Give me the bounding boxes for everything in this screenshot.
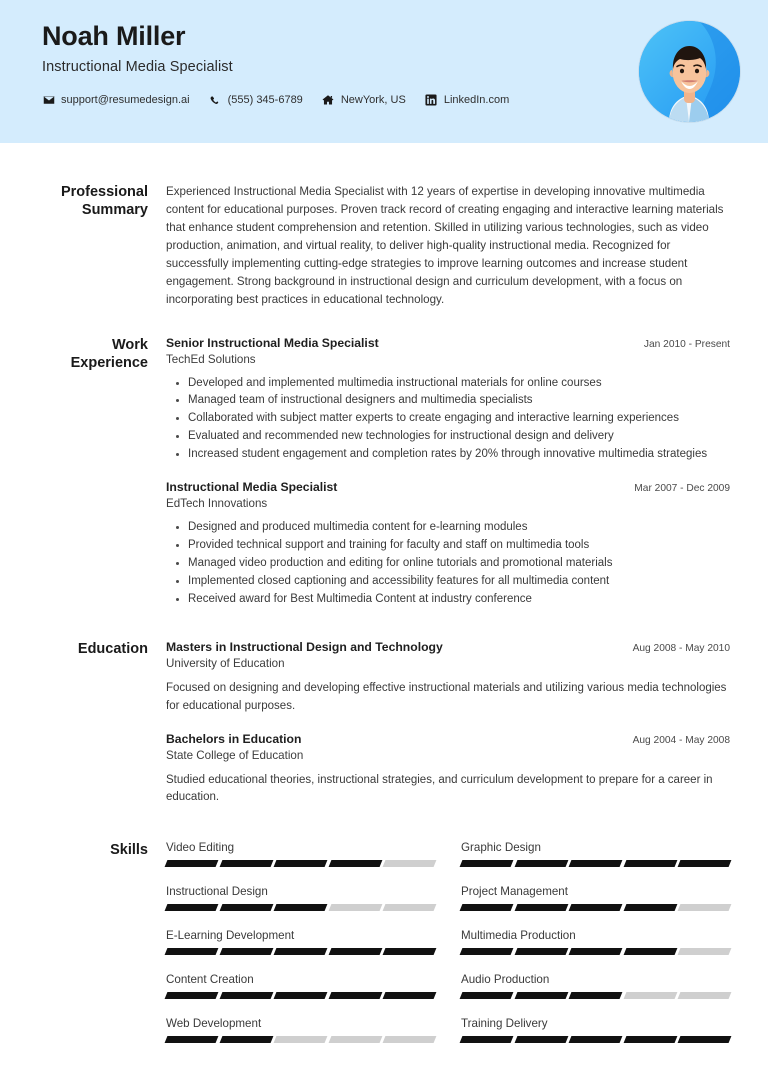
skill-segment-empty <box>678 948 731 955</box>
skill-segment-filled <box>514 860 567 867</box>
skill-segment-filled <box>460 948 513 955</box>
skill-segment-filled <box>328 948 381 955</box>
skill-segment-filled <box>460 1036 513 1043</box>
entry-title: Bachelors in Education <box>166 731 302 746</box>
skill-item <box>461 841 730 867</box>
skill-segment-filled <box>219 1036 272 1043</box>
skill-name: Audio Production <box>461 973 550 987</box>
skill-item <box>166 1017 435 1043</box>
skill-segment-filled <box>219 904 272 911</box>
skill-item <box>166 973 435 999</box>
skill-segment-empty <box>274 1036 327 1043</box>
skill-segment-filled <box>569 992 622 999</box>
entry-header <box>166 336 730 350</box>
skill-item <box>461 973 730 999</box>
resume-entry <box>166 732 730 807</box>
skill-level-bar <box>166 1036 435 1043</box>
skill-item <box>461 885 730 911</box>
skill-level-bar <box>166 904 435 911</box>
entry-bullet: Managed video production and editing for online tutorials and promotional materials <box>188 555 730 572</box>
skill-level-bar <box>166 860 435 867</box>
skill-item <box>461 929 730 955</box>
avatar <box>639 21 740 122</box>
skill-segment-filled <box>569 1036 622 1043</box>
entry-title: Instructional Media Specialist <box>166 480 338 494</box>
skill-name: Video Editing <box>166 841 235 855</box>
entry-title: Senior Instructional Media Specialist <box>166 335 379 350</box>
contact-email-text: support@resumedesign.ai <box>61 94 190 107</box>
skill-level-bar <box>166 992 435 999</box>
section-work-experience <box>0 336 768 609</box>
section-skills <box>0 841 768 1061</box>
skill-level-bar <box>461 860 730 867</box>
skill-segment-filled <box>623 948 676 955</box>
skill-segment-filled <box>460 860 513 867</box>
candidate-name: Noah Miller <box>42 21 186 51</box>
summary-text: Experienced Instructional Media Specialist with 12 years of expertise in developing innovative multimedia content for educational purposes. Proven track record of creating engaging and interactive learning materials that enhance student comprehension and retention. Skilled in utilizing various technologies, such as video production, animation, and virtual reality, to deliver high-quality instructional media. Recognized for successfully implementing cutting-edge strategies to improve learning outcomes and increase student engagement. Strong background in instructional design and curriculum development, with a focus on incorporating best practices in educational technology. <box>166 185 724 307</box>
entry-bullet: Evaluated and recommended new technologies for instructional design and delivery <box>188 428 730 445</box>
skill-item <box>166 885 435 911</box>
work-entry-list <box>166 336 730 609</box>
skill-name: Project Management <box>461 885 568 899</box>
skill-segment-filled <box>274 860 327 867</box>
skill-segment-filled <box>569 948 622 955</box>
contact-phone[interactable] <box>209 94 303 107</box>
entry-organization: University of Education <box>166 657 285 671</box>
entry-bullet: Developed and implemented multimedia instructional materials for online courses <box>188 375 730 392</box>
skill-segment-filled <box>623 904 676 911</box>
entry-description: Focused on designing and developing effective instructional materials and utilizing various media technologies for educational purposes. <box>166 682 727 712</box>
skill-level-bar <box>461 992 730 999</box>
skill-segment-empty <box>383 860 436 867</box>
skill-segment-filled <box>274 992 327 999</box>
skill-segment-filled <box>383 992 436 999</box>
skill-segment-empty <box>328 904 381 911</box>
section-label-summary: Professional Summary <box>60 184 148 219</box>
skill-item <box>166 929 435 955</box>
skill-segment-filled <box>569 860 622 867</box>
skill-item <box>166 841 435 867</box>
entry-bullet: Received award for Best Multimedia Content at industry conference <box>188 591 730 608</box>
contact-phone-text: (555) 345-6789 <box>227 94 303 107</box>
entry-bullet: Increased student engagement and completion rates by 20% through innovative multimedia strategies <box>188 446 730 463</box>
entry-date: Mar 2007 - Dec 2009 <box>634 483 730 494</box>
skill-segment-filled <box>274 904 327 911</box>
skill-segment-filled <box>328 860 381 867</box>
skill-segment-filled <box>219 948 272 955</box>
entry-bullet: Provided technical support and training for faculty and staff on multimedia tools <box>188 537 730 554</box>
skill-segment-filled <box>219 860 272 867</box>
entry-organization: TechEd Solutions <box>166 352 256 366</box>
skill-segment-filled <box>165 860 218 867</box>
entry-bullet: Implemented closed captioning and accessibility features for all multimedia content <box>188 573 730 590</box>
skill-segment-empty <box>623 992 676 999</box>
entry-bullet: Designed and produced multimedia content for e-learning modules <box>188 519 730 536</box>
entry-description: Studied educational theories, instructional strategies, and curriculum development to prepare for a career in education. <box>166 773 713 804</box>
skill-segment-filled <box>274 948 327 955</box>
contact-linkedin[interactable] <box>425 94 509 107</box>
contact-email[interactable] <box>42 94 190 107</box>
section-label-skills: Skills <box>110 842 148 859</box>
education-entry-list <box>166 640 730 806</box>
skill-segment-filled <box>460 992 513 999</box>
skill-segment-filled <box>678 860 731 867</box>
resume-entry <box>166 336 730 463</box>
entry-date: Jan 2010 - Present <box>643 338 730 350</box>
entry-date: Aug 2008 - May 2010 <box>632 643 730 655</box>
skill-segment-filled <box>623 860 676 867</box>
skill-segment-filled <box>514 992 567 999</box>
skill-segment-empty <box>383 1036 436 1043</box>
contact-linkedin-text: LinkedIn.com <box>443 94 510 107</box>
linkedin-icon <box>425 94 438 107</box>
skill-level-bar <box>461 948 730 955</box>
skill-segment-filled <box>219 992 272 999</box>
skill-segment-filled <box>569 904 622 911</box>
contact-location-text: NewYork, US <box>340 94 406 107</box>
skill-level-bar <box>166 948 435 955</box>
section-label-education: Education <box>77 641 148 658</box>
envelope-icon <box>42 94 55 107</box>
entry-bullet-list <box>166 519 730 607</box>
skill-name: Content Creation <box>166 973 254 987</box>
entry-header <box>166 480 730 494</box>
section-professional-summary <box>0 183 768 310</box>
entry-organization: State College of Education <box>166 748 304 762</box>
skill-segment-filled <box>514 1036 567 1043</box>
skill-level-bar <box>461 904 730 911</box>
skill-segment-filled <box>514 948 567 955</box>
skill-segment-filled <box>623 1036 676 1043</box>
skill-segment-filled <box>165 948 218 955</box>
resume-header <box>0 0 768 143</box>
entry-bullet: Managed team of instructional designers and multimedia specialists <box>188 392 730 409</box>
entry-header <box>166 732 730 746</box>
contact-location[interactable] <box>322 94 406 107</box>
entry-header <box>166 640 730 654</box>
skill-segment-filled <box>460 904 513 911</box>
entry-organization: EdTech Innovations <box>166 497 268 510</box>
skill-segment-filled <box>165 1036 218 1043</box>
skill-level-bar <box>461 1036 730 1043</box>
skill-segment-filled <box>165 904 218 911</box>
skill-name: E-Learning Development <box>166 929 295 943</box>
section-label-work: Work Experience <box>70 336 148 371</box>
candidate-job-title: Instructional Media Specialist <box>42 58 233 75</box>
skill-name: Instructional Design <box>166 885 268 899</box>
skill-segment-filled <box>383 948 436 955</box>
skill-segment-empty <box>328 1036 381 1043</box>
skill-segment-filled <box>514 904 567 911</box>
skill-name: Training Delivery <box>461 1017 548 1031</box>
skill-name: Multimedia Production <box>461 929 576 943</box>
entry-bullet-list <box>166 375 730 463</box>
home-icon <box>322 94 335 107</box>
skills-grid <box>166 841 730 1061</box>
section-education <box>0 640 768 806</box>
entry-title: Masters in Instructional Design and Technology <box>166 640 443 655</box>
skill-segment-filled <box>678 1036 731 1043</box>
skill-item <box>461 1017 730 1043</box>
resume-entry <box>166 640 730 715</box>
skill-segment-filled <box>165 992 218 999</box>
entry-bullet: Collaborated with subject matter experts to create engaging and interactive learning experiences <box>188 410 730 427</box>
skill-segment-empty <box>383 904 436 911</box>
entry-date: Aug 2004 - May 2008 <box>632 734 730 746</box>
skill-segment-empty <box>678 992 731 999</box>
skill-segment-filled <box>328 992 381 999</box>
skill-segment-empty <box>678 904 731 911</box>
skill-name: Web Development <box>166 1017 262 1031</box>
resume-entry <box>166 480 730 607</box>
skill-name: Graphic Design <box>461 841 541 855</box>
phone-icon <box>209 94 222 107</box>
